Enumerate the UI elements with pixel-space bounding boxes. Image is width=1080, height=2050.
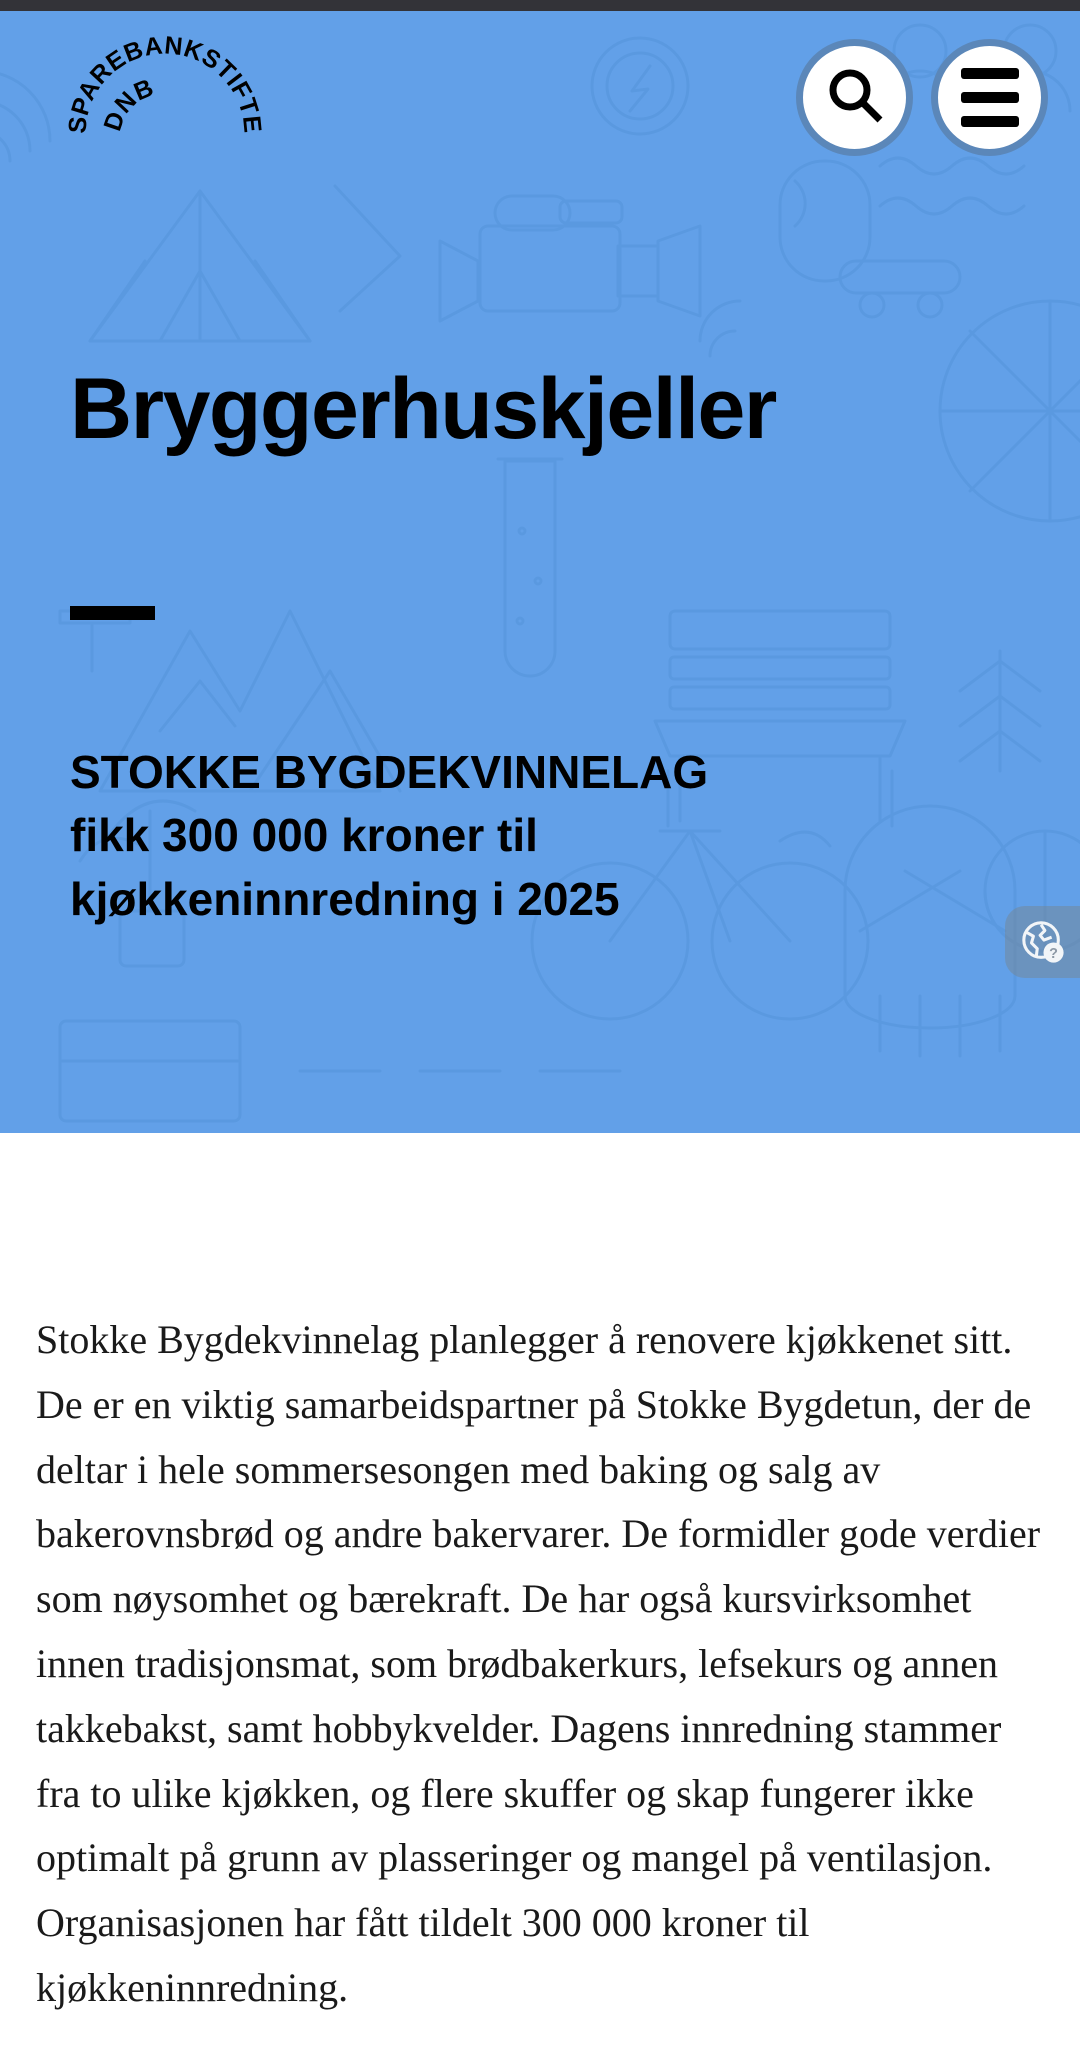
header-actions — [796, 39, 1048, 156]
menu-button[interactable] — [931, 39, 1048, 156]
svg-text:?: ? — [1048, 945, 1058, 962]
hero-section — [0, 11, 1080, 1133]
svg-text:SPAREBANKSTIFTELSEN — [59, 11, 267, 135]
page-title: Bryggerhuskjeller — [70, 361, 776, 457]
hero-subtitle: STOKKE BYGDEKVINNELAG fikk 300 000 kroner til kjøkkeninnredning i 2025 — [70, 746, 709, 925]
article-content — [0, 1133, 1080, 2050]
logo-inner-text: DNB — [98, 73, 158, 135]
search-icon — [824, 64, 886, 131]
globe-question-icon — [1020, 919, 1066, 965]
title-divider — [70, 606, 155, 620]
accessibility-widget-button[interactable] — [1005, 906, 1080, 978]
logo-sparebankstiftelsen-dnb[interactable] — [58, 11, 268, 191]
article-body-paragraph: Stokke Bygdekvinnelag planlegger å renovere kjøkkenet sitt. De er en viktig samarbeidspartner på Stokke Bygdetun, der de deltar i hele sommersesongen med baking og salg av bakerovnsbrød og andre bakervarer. De formidler gode verdier som nøysomhet og bærekraft. De har også kursvirksomhet innen tradisjonsmat, som brødbakerkurs, lefsekurs og annen takkebakst, samt hobbykvelder. Dagens innredning stammer fra to ulike kjøkken, og flere skuffer og skap fungerer ikke optimalt på grunn av plasseringer og mangel på ventilasjon. Organisasjonen har fått tildelt 300 000 kroner til kjøkkeninnredning. — [36, 1317, 1041, 2010]
search-button[interactable] — [796, 39, 913, 156]
hamburger-menu-icon — [961, 68, 1019, 127]
logo-outer-text: SPAREBANKSTIFTELSEN — [58, 11, 267, 135]
status-bar — [0, 0, 1080, 11]
